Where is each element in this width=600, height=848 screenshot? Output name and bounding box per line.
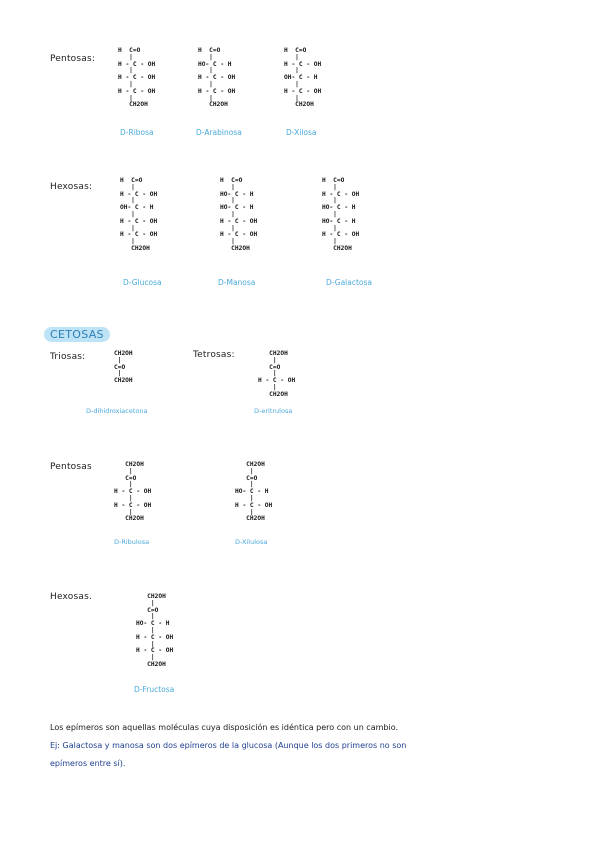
xilosa-structure: H C=O | H - C - OH | OH- C - H | H - C - OH | CH2OH: [284, 47, 322, 109]
xilulosa-caption: D-Xilulosa: [235, 538, 268, 546]
galactosa-caption: D-Galactosa: [326, 278, 372, 287]
xilulosa-structure: CH2OH | C=O | HO- C - H | H - C - OH | CH2OH: [235, 461, 273, 523]
eritrulosa-structure: CH2OH | C=O | H - C - OH | CH2OH: [258, 350, 296, 398]
manosa-structure: H C=O | HO- C - H | HO- C - H | H - C - OH | H - C - OH | CH2OH: [220, 177, 258, 252]
dihidroxiacetona-caption: D-dihidroxiacetona: [86, 407, 148, 415]
cetosas-pentosas-heading: Pentosas: [50, 462, 92, 472]
epimeros-example-line2: epímeros entre sí).: [50, 759, 126, 768]
glucosa-structure: H C=O | H - C - OH | OH- C - H | H - C - OH | H - C - OH | CH2OH: [120, 177, 158, 252]
xilosa-caption: D-Xilosa: [286, 128, 317, 137]
epimeros-example-line1: Ej: Galactosa y manosa son dos epímeros de la glucosa (Aunque los dos primeros no son: [50, 741, 407, 750]
ribulosa-caption: D-Ribulosa: [114, 538, 150, 546]
cetosas-tetrosas-heading: Tetrosas:: [193, 350, 235, 360]
galactosa-structure: H C=O | H - C - OH | HO- C - H | HO- C - H | H - C - OH | CH2OH: [322, 177, 360, 252]
cetosas-triosas-heading: Triosas:: [50, 352, 86, 362]
ribosa-caption: D-Ribosa: [120, 128, 154, 137]
cetosas-hexosas-heading: Hexosas.: [50, 592, 93, 602]
epimeros-definition: Los epímeros son aquellas moléculas cuya disposición es idéntica pero con un cambio.: [50, 723, 398, 732]
manosa-caption: D-Manosa: [218, 278, 256, 287]
arabinosa-caption: D-Arabinosa: [196, 128, 242, 137]
aldosas-hexosas-heading: Hexosas:: [50, 182, 93, 192]
ribulosa-structure: CH2OH | C=O | H - C - OH | H - C - OH | CH2OH: [114, 461, 152, 523]
arabinosa-structure: H C=O | HO- C - H | H - C - OH | H - C - OH | CH2OH: [198, 47, 236, 109]
cetosas-title: CETOSAS: [44, 327, 110, 342]
fructosa-caption: D-Fructosa: [134, 685, 175, 694]
ribosa-structure: H C=O | H - C - OH | H - C - OH | H - C - OH | CH2OH: [118, 47, 156, 109]
fructosa-structure: CH2OH | C=O | HO- C - H | H - C - OH | H - C - OH | CH2OH: [136, 593, 174, 668]
eritrulosa-caption: D-eritrulosa: [254, 407, 293, 415]
glucosa-caption: D-Glucosa: [123, 278, 162, 287]
aldosas-pentosas-heading: Pentosas:: [50, 54, 96, 64]
dihidroxiacetona-structure: CH2OH | C=O | CH2OH: [114, 350, 133, 385]
